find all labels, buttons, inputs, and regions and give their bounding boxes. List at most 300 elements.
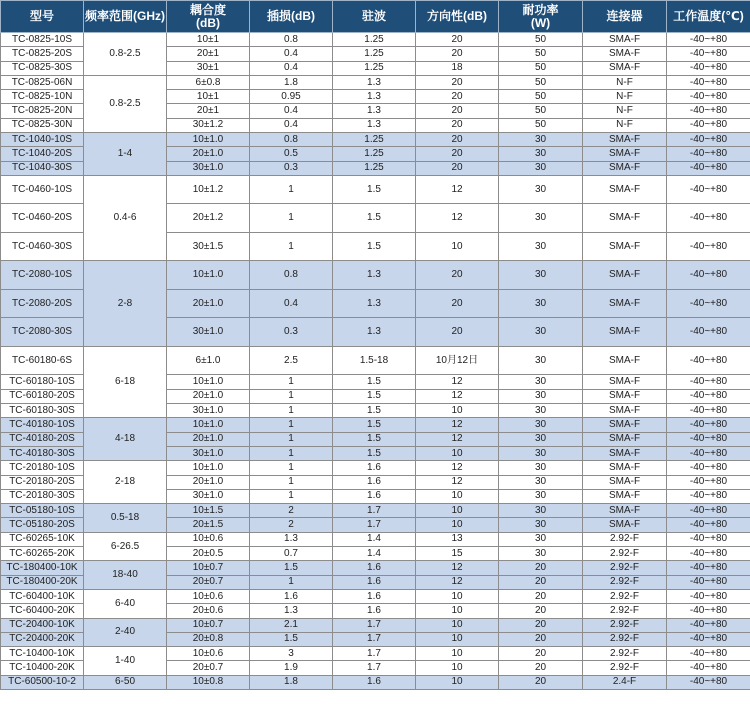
model-cell: TC-20180-30S bbox=[1, 489, 84, 503]
table-row bbox=[1, 675, 750, 689]
frequency-range-cell: 6-40 bbox=[84, 589, 167, 618]
power-cell: 30 bbox=[499, 161, 583, 175]
insertion-loss-cell: 2.5 bbox=[250, 346, 333, 375]
coupling-cell: 20±0.7 bbox=[167, 575, 250, 589]
power-cell: 30 bbox=[499, 432, 583, 446]
connector-cell: SMA-F bbox=[583, 461, 667, 475]
table-row bbox=[1, 589, 750, 603]
temperature-cell: -40~+80 bbox=[667, 418, 750, 432]
table-body bbox=[1, 33, 750, 690]
directivity-cell: 12 bbox=[416, 475, 499, 489]
directivity-cell: 10 bbox=[416, 618, 499, 632]
connector-cell: 2.92-F bbox=[583, 661, 667, 675]
header-power-unit: (W) bbox=[530, 15, 551, 30]
model-cell: TC-60180-20S bbox=[1, 389, 84, 403]
frequency-range-cell: 6-18 bbox=[84, 346, 167, 417]
model-cell: TC-0460-30S bbox=[1, 232, 84, 261]
power-cell: 30 bbox=[499, 175, 583, 204]
table-row bbox=[1, 175, 750, 204]
power-cell: 30 bbox=[499, 375, 583, 389]
table-row bbox=[1, 532, 750, 546]
frequency-range-cell: 0.8-2.5 bbox=[84, 33, 167, 76]
directivity-cell: 20 bbox=[416, 133, 499, 147]
power-cell: 30 bbox=[499, 147, 583, 161]
table-row bbox=[1, 504, 750, 518]
model-cell: TC-0825-30N bbox=[1, 118, 84, 132]
model-cell: TC-10400-10K bbox=[1, 647, 84, 661]
insertion-loss-cell: 1.6 bbox=[250, 589, 333, 603]
directivity-cell: 20 bbox=[416, 33, 499, 47]
temperature-cell: -40~+80 bbox=[667, 33, 750, 47]
vswr-cell: 1.25 bbox=[333, 133, 416, 147]
vswr-cell: 1.6 bbox=[333, 604, 416, 618]
vswr-cell: 1.3 bbox=[333, 289, 416, 318]
vswr-cell: 1.5 bbox=[333, 175, 416, 204]
temperature-cell: -40~+80 bbox=[667, 647, 750, 661]
model-cell: TC-10400-20K bbox=[1, 661, 84, 675]
vswr-cell: 1.3 bbox=[333, 318, 416, 347]
connector-cell: SMA-F bbox=[583, 33, 667, 47]
directivity-cell: 12 bbox=[416, 389, 499, 403]
temperature-cell: -40~+80 bbox=[667, 432, 750, 446]
insertion-loss-cell: 0.4 bbox=[250, 118, 333, 132]
directivity-cell: 13 bbox=[416, 532, 499, 546]
power-cell: 30 bbox=[499, 346, 583, 375]
directivity-cell: 10 bbox=[416, 589, 499, 603]
power-cell: 30 bbox=[499, 532, 583, 546]
connector-cell: SMA-F bbox=[583, 61, 667, 75]
coupling-cell: 20±1 bbox=[167, 104, 250, 118]
vswr-cell: 1.4 bbox=[333, 532, 416, 546]
power-cell: 30 bbox=[499, 475, 583, 489]
power-cell: 30 bbox=[499, 389, 583, 403]
connector-cell: SMA-F bbox=[583, 475, 667, 489]
model-cell: TC-60180-6S bbox=[1, 346, 84, 375]
coupling-cell: 10±0.6 bbox=[167, 589, 250, 603]
power-cell: 20 bbox=[499, 604, 583, 618]
temperature-cell: -40~+80 bbox=[667, 204, 750, 233]
coupling-cell: 30±1.0 bbox=[167, 489, 250, 503]
connector-cell: N-F bbox=[583, 118, 667, 132]
temperature-cell: -40~+80 bbox=[667, 589, 750, 603]
connector-cell: SMA-F bbox=[583, 204, 667, 233]
coupling-cell: 20±1.0 bbox=[167, 475, 250, 489]
table-row bbox=[1, 618, 750, 632]
temperature-cell: -40~+80 bbox=[667, 47, 750, 61]
header-directivity: 方向性(dB) bbox=[416, 1, 499, 33]
model-cell: TC-1040-20S bbox=[1, 147, 84, 161]
directivity-cell: 10 bbox=[416, 446, 499, 460]
directivity-cell: 20 bbox=[416, 261, 499, 290]
coupling-cell: 10±0.8 bbox=[167, 675, 250, 689]
directivity-cell: 12 bbox=[416, 418, 499, 432]
directivity-cell: 10 bbox=[416, 661, 499, 675]
header-power-label: 耐功率 bbox=[522, 2, 559, 17]
insertion-loss-cell: 1.3 bbox=[250, 532, 333, 546]
power-cell: 30 bbox=[499, 261, 583, 290]
directivity-cell: 10月12日 bbox=[416, 346, 499, 375]
model-cell: TC-1040-10S bbox=[1, 133, 84, 147]
directivity-cell: 10 bbox=[416, 504, 499, 518]
coupling-cell: 10±1.0 bbox=[167, 461, 250, 475]
coupling-cell: 10±0.7 bbox=[167, 561, 250, 575]
coupling-cell: 20±0.7 bbox=[167, 661, 250, 675]
insertion-loss-cell: 1 bbox=[250, 446, 333, 460]
vswr-cell: 1.5 bbox=[333, 232, 416, 261]
directivity-cell: 10 bbox=[416, 518, 499, 532]
coupling-cell: 20±1.5 bbox=[167, 518, 250, 532]
vswr-cell: 1.25 bbox=[333, 161, 416, 175]
frequency-range-cell: 2-8 bbox=[84, 261, 167, 347]
vswr-cell: 1.3 bbox=[333, 104, 416, 118]
insertion-loss-cell: 1 bbox=[250, 432, 333, 446]
vswr-cell: 1.6 bbox=[333, 489, 416, 503]
temperature-cell: -40~+80 bbox=[667, 604, 750, 618]
directivity-cell: 12 bbox=[416, 375, 499, 389]
insertion-loss-cell: 1.8 bbox=[250, 675, 333, 689]
vswr-cell: 1.5 bbox=[333, 204, 416, 233]
insertion-loss-cell: 0.3 bbox=[250, 318, 333, 347]
connector-cell: SMA-F bbox=[583, 346, 667, 375]
connector-cell: 2.92-F bbox=[583, 547, 667, 561]
insertion-loss-cell: 2 bbox=[250, 504, 333, 518]
connector-cell: 2.92-F bbox=[583, 589, 667, 603]
directivity-cell: 12 bbox=[416, 461, 499, 475]
vswr-cell: 1.4 bbox=[333, 547, 416, 561]
directivity-cell: 10 bbox=[416, 675, 499, 689]
header-insertion-loss: 插损(dB) bbox=[250, 1, 333, 33]
power-cell: 30 bbox=[499, 518, 583, 532]
coupling-cell: 20±1 bbox=[167, 47, 250, 61]
vswr-cell: 1.7 bbox=[333, 647, 416, 661]
frequency-range-cell: 1-40 bbox=[84, 647, 167, 676]
coupling-cell: 10±1.0 bbox=[167, 375, 250, 389]
power-cell: 50 bbox=[499, 90, 583, 104]
frequency-range-cell: 18-40 bbox=[84, 561, 167, 590]
directivity-cell: 12 bbox=[416, 561, 499, 575]
table-row bbox=[1, 75, 750, 89]
coupling-cell: 20±0.8 bbox=[167, 632, 250, 646]
insertion-loss-cell: 1 bbox=[250, 175, 333, 204]
connector-cell: SMA-F bbox=[583, 47, 667, 61]
coupling-cell: 10±1 bbox=[167, 33, 250, 47]
model-cell: TC-1040-30S bbox=[1, 161, 84, 175]
insertion-loss-cell: 0.4 bbox=[250, 47, 333, 61]
connector-cell: SMA-F bbox=[583, 432, 667, 446]
power-cell: 30 bbox=[499, 418, 583, 432]
header-coupling bbox=[167, 1, 250, 33]
insertion-loss-cell: 1 bbox=[250, 232, 333, 261]
vswr-cell: 1.6 bbox=[333, 575, 416, 589]
frequency-range-cell: 1-4 bbox=[84, 133, 167, 176]
table-row bbox=[1, 133, 750, 147]
temperature-cell: -40~+80 bbox=[667, 161, 750, 175]
coupling-cell: 30±1 bbox=[167, 61, 250, 75]
insertion-loss-cell: 1 bbox=[250, 489, 333, 503]
power-cell: 30 bbox=[499, 133, 583, 147]
model-cell: TC-180400-10K bbox=[1, 561, 84, 575]
connector-cell: SMA-F bbox=[583, 261, 667, 290]
connector-cell: SMA-F bbox=[583, 289, 667, 318]
connector-cell: SMA-F bbox=[583, 318, 667, 347]
insertion-loss-cell: 1.5 bbox=[250, 632, 333, 646]
directivity-cell: 20 bbox=[416, 104, 499, 118]
power-cell: 20 bbox=[499, 561, 583, 575]
vswr-cell: 1.7 bbox=[333, 618, 416, 632]
vswr-cell: 1.6 bbox=[333, 589, 416, 603]
connector-cell: N-F bbox=[583, 90, 667, 104]
power-cell: 20 bbox=[499, 647, 583, 661]
power-cell: 20 bbox=[499, 589, 583, 603]
vswr-cell: 1.25 bbox=[333, 33, 416, 47]
temperature-cell: -40~+80 bbox=[667, 104, 750, 118]
directivity-cell: 12 bbox=[416, 175, 499, 204]
coupling-cell: 20±1.0 bbox=[167, 289, 250, 318]
temperature-cell: -40~+80 bbox=[667, 389, 750, 403]
insertion-loss-cell: 0.8 bbox=[250, 133, 333, 147]
directivity-cell: 10 bbox=[416, 232, 499, 261]
connector-cell: 2.92-F bbox=[583, 575, 667, 589]
directivity-cell: 10 bbox=[416, 489, 499, 503]
vswr-cell: 1.25 bbox=[333, 61, 416, 75]
temperature-cell: -40~+80 bbox=[667, 489, 750, 503]
insertion-loss-cell: 1.9 bbox=[250, 661, 333, 675]
model-cell: TC-2080-20S bbox=[1, 289, 84, 318]
vswr-cell: 1.5 bbox=[333, 418, 416, 432]
connector-cell: SMA-F bbox=[583, 175, 667, 204]
insertion-loss-cell: 0.4 bbox=[250, 104, 333, 118]
coupling-cell: 10±1.2 bbox=[167, 175, 250, 204]
temperature-cell: -40~+80 bbox=[667, 289, 750, 318]
connector-cell: 2.92-F bbox=[583, 618, 667, 632]
model-cell: TC-40180-30S bbox=[1, 446, 84, 460]
coupling-cell: 10±1 bbox=[167, 90, 250, 104]
vswr-cell: 1.7 bbox=[333, 504, 416, 518]
frequency-range-cell: 6-26.5 bbox=[84, 532, 167, 561]
model-cell: TC-60500-10-2 bbox=[1, 675, 84, 689]
power-cell: 30 bbox=[499, 504, 583, 518]
temperature-cell: -40~+80 bbox=[667, 618, 750, 632]
insertion-loss-cell: 0.3 bbox=[250, 161, 333, 175]
model-cell: TC-05180-10S bbox=[1, 504, 84, 518]
model-cell: TC-40180-20S bbox=[1, 432, 84, 446]
power-cell: 20 bbox=[499, 661, 583, 675]
temperature-cell: -40~+80 bbox=[667, 461, 750, 475]
frequency-range-cell: 4-18 bbox=[84, 418, 167, 461]
insertion-loss-cell: 0.7 bbox=[250, 547, 333, 561]
table-row bbox=[1, 561, 750, 575]
model-cell: TC-0825-10N bbox=[1, 90, 84, 104]
connector-cell: SMA-F bbox=[583, 418, 667, 432]
vswr-cell: 1.6 bbox=[333, 475, 416, 489]
directivity-cell: 10 bbox=[416, 632, 499, 646]
coupling-cell: 30±1.0 bbox=[167, 318, 250, 347]
directivity-cell: 15 bbox=[416, 547, 499, 561]
header-coupling-label: 耦合度 bbox=[189, 2, 226, 17]
power-cell: 30 bbox=[499, 489, 583, 503]
coupling-cell: 20±0.5 bbox=[167, 547, 250, 561]
directivity-cell: 20 bbox=[416, 47, 499, 61]
directivity-cell: 20 bbox=[416, 161, 499, 175]
model-cell: TC-2080-10S bbox=[1, 261, 84, 290]
temperature-cell: -40~+80 bbox=[667, 318, 750, 347]
connector-cell: SMA-F bbox=[583, 518, 667, 532]
temperature-cell: -40~+80 bbox=[667, 518, 750, 532]
model-cell: TC-05180-20S bbox=[1, 518, 84, 532]
temperature-cell: -40~+80 bbox=[667, 404, 750, 418]
model-cell: TC-180400-20K bbox=[1, 575, 84, 589]
temperature-cell: -40~+80 bbox=[667, 661, 750, 675]
model-cell: TC-60400-10K bbox=[1, 589, 84, 603]
insertion-loss-cell: 1 bbox=[250, 204, 333, 233]
temperature-cell: -40~+80 bbox=[667, 632, 750, 646]
temperature-cell: -40~+80 bbox=[667, 261, 750, 290]
connector-cell: N-F bbox=[583, 104, 667, 118]
directivity-cell: 12 bbox=[416, 432, 499, 446]
coupling-cell: 10±1.0 bbox=[167, 261, 250, 290]
model-cell: TC-0825-20N bbox=[1, 104, 84, 118]
frequency-range-cell: 2-18 bbox=[84, 461, 167, 504]
power-cell: 50 bbox=[499, 33, 583, 47]
vswr-cell: 1.5 bbox=[333, 389, 416, 403]
connector-cell: SMA-F bbox=[583, 375, 667, 389]
insertion-loss-cell: 1 bbox=[250, 404, 333, 418]
directivity-cell: 10 bbox=[416, 404, 499, 418]
model-cell: TC-60400-20K bbox=[1, 604, 84, 618]
insertion-loss-cell: 1.8 bbox=[250, 75, 333, 89]
temperature-cell: -40~+80 bbox=[667, 133, 750, 147]
connector-cell: 2.4-F bbox=[583, 675, 667, 689]
power-cell: 30 bbox=[499, 289, 583, 318]
table-row bbox=[1, 461, 750, 475]
temperature-cell: -40~+80 bbox=[667, 75, 750, 89]
model-cell: TC-60265-10K bbox=[1, 532, 84, 546]
coupling-cell: 30±1.5 bbox=[167, 232, 250, 261]
connector-cell: SMA-F bbox=[583, 446, 667, 460]
coupling-cell: 6±1.0 bbox=[167, 346, 250, 375]
power-cell: 30 bbox=[499, 318, 583, 347]
temperature-cell: -40~+80 bbox=[667, 561, 750, 575]
model-cell: TC-0460-20S bbox=[1, 204, 84, 233]
connector-cell: SMA-F bbox=[583, 404, 667, 418]
insertion-loss-cell: 0.8 bbox=[250, 33, 333, 47]
model-cell: TC-20180-10S bbox=[1, 461, 84, 475]
connector-cell: SMA-F bbox=[583, 504, 667, 518]
coupling-cell: 20±0.6 bbox=[167, 604, 250, 618]
connector-cell: SMA-F bbox=[583, 147, 667, 161]
header-connector: 连接器 bbox=[583, 1, 667, 33]
insertion-loss-cell: 1.5 bbox=[250, 561, 333, 575]
insertion-loss-cell: 1 bbox=[250, 389, 333, 403]
model-cell: TC-0825-10S bbox=[1, 33, 84, 47]
connector-cell: SMA-F bbox=[583, 389, 667, 403]
model-cell: TC-40180-10S bbox=[1, 418, 84, 432]
directivity-cell: 10 bbox=[416, 647, 499, 661]
coupling-cell: 30±1.0 bbox=[167, 161, 250, 175]
power-cell: 30 bbox=[499, 404, 583, 418]
model-cell: TC-60265-20K bbox=[1, 547, 84, 561]
vswr-cell: 1.5-18 bbox=[333, 346, 416, 375]
header-power bbox=[499, 1, 583, 33]
temperature-cell: -40~+80 bbox=[667, 346, 750, 375]
power-cell: 30 bbox=[499, 204, 583, 233]
insertion-loss-cell: 0.8 bbox=[250, 261, 333, 290]
temperature-cell: -40~+80 bbox=[667, 475, 750, 489]
directivity-cell: 18 bbox=[416, 61, 499, 75]
directivity-cell: 12 bbox=[416, 575, 499, 589]
vswr-cell: 1.3 bbox=[333, 118, 416, 132]
temperature-cell: -40~+80 bbox=[667, 61, 750, 75]
power-cell: 30 bbox=[499, 446, 583, 460]
vswr-cell: 1.7 bbox=[333, 518, 416, 532]
header-model: 型号 bbox=[1, 1, 84, 33]
directivity-cell: 20 bbox=[416, 289, 499, 318]
model-cell: TC-0825-06N bbox=[1, 75, 84, 89]
insertion-loss-cell: 0.5 bbox=[250, 147, 333, 161]
frequency-range-cell: 2-40 bbox=[84, 618, 167, 647]
vswr-cell: 1.6 bbox=[333, 675, 416, 689]
temperature-cell: -40~+80 bbox=[667, 532, 750, 546]
connector-cell: SMA-F bbox=[583, 489, 667, 503]
directivity-cell: 12 bbox=[416, 204, 499, 233]
connector-cell: 2.92-F bbox=[583, 647, 667, 661]
vswr-cell: 1.5 bbox=[333, 404, 416, 418]
coupling-cell: 10±1.5 bbox=[167, 504, 250, 518]
insertion-loss-cell: 0.4 bbox=[250, 61, 333, 75]
insertion-loss-cell: 2.1 bbox=[250, 618, 333, 632]
coupling-cell: 20±1.2 bbox=[167, 204, 250, 233]
table-row bbox=[1, 346, 750, 375]
directivity-cell: 20 bbox=[416, 90, 499, 104]
temperature-cell: -40~+80 bbox=[667, 175, 750, 204]
temperature-cell: -40~+80 bbox=[667, 675, 750, 689]
directivity-cell: 20 bbox=[416, 75, 499, 89]
directivity-cell: 10 bbox=[416, 604, 499, 618]
vswr-cell: 1.5 bbox=[333, 446, 416, 460]
insertion-loss-cell: 1 bbox=[250, 375, 333, 389]
header-operating-temperature: 工作温度(℃) bbox=[667, 1, 750, 33]
insertion-loss-cell: 1 bbox=[250, 418, 333, 432]
coupling-cell: 10±0.7 bbox=[167, 618, 250, 632]
coupling-cell: 20±1.0 bbox=[167, 432, 250, 446]
vswr-cell: 1.25 bbox=[333, 47, 416, 61]
power-cell: 50 bbox=[499, 61, 583, 75]
temperature-cell: -40~+80 bbox=[667, 232, 750, 261]
connector-cell: SMA-F bbox=[583, 232, 667, 261]
table-row bbox=[1, 418, 750, 432]
insertion-loss-cell: 1.3 bbox=[250, 604, 333, 618]
power-cell: 20 bbox=[499, 575, 583, 589]
power-cell: 20 bbox=[499, 675, 583, 689]
table-row bbox=[1, 647, 750, 661]
temperature-cell: -40~+80 bbox=[667, 504, 750, 518]
connector-cell: N-F bbox=[583, 75, 667, 89]
connector-cell: 2.92-F bbox=[583, 532, 667, 546]
vswr-cell: 1.5 bbox=[333, 432, 416, 446]
header-vswr: 驻波 bbox=[333, 1, 416, 33]
power-cell: 50 bbox=[499, 118, 583, 132]
vswr-cell: 1.5 bbox=[333, 375, 416, 389]
table-header-row bbox=[1, 1, 750, 33]
model-cell: TC-20180-20S bbox=[1, 475, 84, 489]
power-cell: 30 bbox=[499, 461, 583, 475]
model-cell: TC-20400-20K bbox=[1, 632, 84, 646]
insertion-loss-cell: 1 bbox=[250, 475, 333, 489]
coupling-cell: 20±1.0 bbox=[167, 389, 250, 403]
insertion-loss-cell: 1 bbox=[250, 575, 333, 589]
frequency-range-cell: 0.8-2.5 bbox=[84, 75, 167, 132]
coupling-cell: 20±1.0 bbox=[167, 147, 250, 161]
